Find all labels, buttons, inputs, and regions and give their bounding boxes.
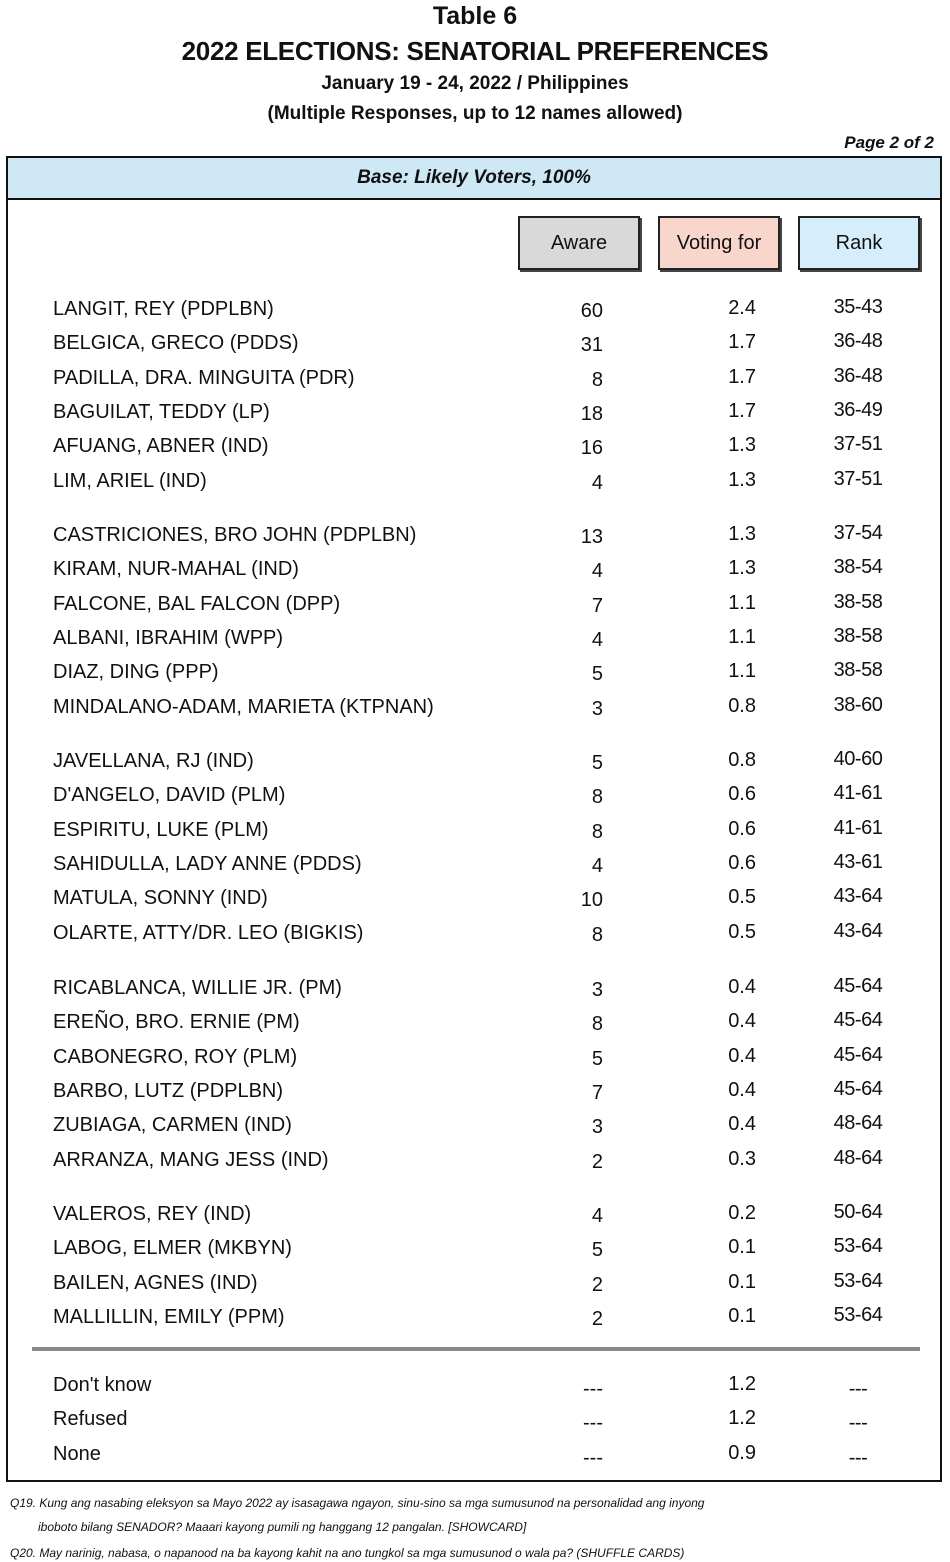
voting-value: 1.1 [728, 625, 756, 648]
aware-value: 5 [591, 663, 603, 686]
candidate-name: MINDALANO-ADAM, MARIETA (KTPNAN) [53, 695, 434, 718]
rank-value: 36-48 [833, 364, 883, 387]
aware-value: 16 [580, 437, 603, 460]
table-row [8, 294, 940, 328]
response-label: Refused [53, 1408, 128, 1431]
candidate-name: BAILEN, AGNES (IND) [53, 1271, 258, 1294]
table-row [8, 1404, 940, 1438]
candidate-name: BELGICA, GRECO (PDDS) [53, 332, 299, 355]
table-row [8, 623, 940, 657]
candidate-name: PADILLA, DRA. MINGUITA (PDR) [53, 366, 355, 389]
table-row [8, 1007, 940, 1041]
table-row [8, 918, 940, 952]
table-row [8, 1042, 940, 1076]
aware-value: 8 [591, 923, 603, 946]
column-header-rank: Rank [798, 216, 920, 270]
rank-value: 35-43 [833, 296, 883, 318]
voting-value: 1.2 [728, 1373, 756, 1395]
rank-value: 37-51 [833, 467, 883, 490]
rank-value: --- [848, 1412, 868, 1435]
candidate-name: BARBO, LUTZ (PDPLBN) [53, 1079, 284, 1102]
aware-value: 7 [591, 1081, 603, 1104]
table-row [8, 466, 940, 500]
voting-value: 2.4 [728, 297, 756, 319]
footnote-q19-line2: iboboto bilang SENADOR? Maaari kayong pumili ng hanggang 12 pangalan. [SHOWCARD] [38, 1520, 527, 1534]
table-row [8, 520, 940, 554]
table-row [8, 1268, 940, 1302]
voting-value: 0.2 [728, 1202, 756, 1224]
candidate-name: MALLILLIN, EMILY (PPM) [53, 1305, 285, 1328]
table-row [8, 328, 940, 362]
voting-value: 0.6 [728, 817, 756, 840]
aware-value: 13 [580, 526, 603, 548]
candidate-name: KIRAM, NUR-MAHAL (IND) [53, 558, 299, 581]
voting-value: 0.4 [728, 1044, 756, 1067]
table-row [8, 363, 940, 397]
column-header-aware: Aware [518, 216, 640, 270]
candidate-name: BAGUILAT, TEDDY (LP) [53, 400, 270, 423]
voting-value: 1.7 [728, 331, 756, 354]
voting-value: 0.4 [728, 1010, 756, 1033]
candidate-name: DIAZ, DING (PPP) [53, 661, 219, 684]
rank-value: 43-64 [833, 885, 883, 908]
voting-value: 1.1 [728, 660, 756, 683]
table-row [8, 746, 940, 780]
table-row [8, 780, 940, 814]
table-row [8, 1302, 940, 1336]
aware-value: 4 [591, 471, 603, 494]
rank-value: 38-58 [833, 659, 883, 682]
aware-value: 2 [591, 1150, 603, 1173]
response-label: Don't know [53, 1374, 152, 1396]
aware-value: 10 [580, 889, 603, 912]
aware-value: 5 [591, 752, 603, 774]
aware-value: 2 [591, 1273, 603, 1296]
table-row [8, 1145, 940, 1179]
aware-value: 8 [591, 820, 603, 843]
rank-value: 53-64 [833, 1269, 883, 1292]
rank-value: 48-64 [833, 1112, 883, 1135]
aware-value: 4 [591, 854, 603, 877]
aware-value: 5 [591, 1047, 603, 1070]
table-row [8, 883, 940, 917]
aware-value: 3 [591, 979, 603, 1001]
aware-value: --- [583, 1378, 603, 1400]
table-row [8, 1370, 940, 1404]
aware-value: 8 [591, 368, 603, 391]
voting-value: 1.2 [728, 1407, 756, 1430]
candidate-name: D'ANGELO, DAVID (PLM) [53, 784, 286, 807]
table-row [8, 589, 940, 623]
table-row [8, 815, 940, 849]
footnote-q20: Q20. May narinig, nabasa, o napanood na ba kayong kahit na ano tungkol sa mga sumusunod o wala pa? (SHUFFLE CARDS) [10, 1546, 685, 1560]
aware-value: 7 [591, 594, 603, 617]
aware-value: 18 [580, 402, 603, 425]
rank-value: 40-60 [833, 748, 883, 770]
table-row [8, 849, 940, 883]
voting-value: 0.9 [728, 1441, 756, 1464]
voting-value: 1.3 [728, 434, 756, 457]
voting-value: 1.3 [728, 523, 756, 545]
candidate-name: OLARTE, ATTY/DR. LEO (BIGKIS) [53, 921, 364, 944]
table-row [8, 431, 940, 465]
candidate-name: LIM, ARIEL (IND) [53, 469, 207, 492]
candidate-name: CABONEGRO, ROY (PLM) [53, 1045, 298, 1068]
voting-value: 0.8 [728, 694, 756, 717]
voting-value: 0.4 [728, 1078, 756, 1101]
table-row [8, 692, 940, 726]
voting-value: 0.5 [728, 920, 756, 943]
page-title: 2022 ELECTIONS: SENATORIAL PREFERENCES [181, 36, 769, 66]
candidate-name: LANGIT, REY (PDPLBN) [53, 298, 274, 320]
candidate-name: JAVELLANA, RJ (IND) [53, 750, 254, 772]
voting-value: 1.1 [728, 591, 756, 614]
candidate-name: ESPIRITU, LUKE (PLM) [53, 818, 269, 841]
candidate-name: CASTRICIONES, BRO JOHN (PDPLBN) [53, 524, 417, 546]
voting-value: 0.8 [728, 749, 756, 771]
column-header-voting: Voting for [658, 216, 780, 270]
candidate-name: EREÑO, BRO. ERNIE (PM) [53, 1011, 300, 1034]
table-row [8, 973, 940, 1007]
aware-value: 3 [591, 697, 603, 720]
voting-value: 1.3 [728, 557, 756, 580]
voting-value: 1.3 [728, 468, 756, 491]
rank-value: 45-64 [833, 1077, 883, 1100]
page-indicator: Page 2 of 2 [844, 133, 934, 152]
response-label: None [53, 1442, 101, 1465]
rank-value: 43-64 [833, 919, 883, 942]
table-label: Table 6 [432, 2, 518, 30]
voting-value: 0.4 [728, 976, 756, 998]
table-row [8, 397, 940, 431]
voting-value: 1.7 [728, 365, 756, 388]
rank-value: 38-60 [833, 693, 883, 716]
rank-value: --- [848, 1446, 868, 1469]
rank-value: 38-58 [833, 624, 883, 647]
rank-value: 45-64 [833, 1009, 883, 1032]
table-row [8, 554, 940, 588]
table-row [8, 657, 940, 691]
aware-value: 31 [580, 334, 603, 357]
candidate-name: AFUANG, ABNER (IND) [53, 435, 269, 458]
rank-value: 38-54 [833, 556, 883, 579]
voting-value: 0.1 [728, 1270, 756, 1293]
voting-value: 0.5 [728, 886, 756, 909]
candidate-name: SAHIDULLA, LADY ANNE (PDDS) [53, 852, 362, 875]
aware-value: 3 [591, 1116, 603, 1139]
section-divider [32, 1347, 920, 1351]
candidate-name: ALBANI, IBRAHIM (WPP) [53, 626, 284, 649]
aware-value: 4 [591, 628, 603, 651]
rank-value: 43-61 [833, 850, 883, 873]
rank-value: 48-64 [833, 1146, 883, 1169]
candidate-name: ZUBIAGA, CARMEN (IND) [53, 1114, 292, 1137]
voting-value: 0.6 [728, 783, 756, 806]
candidate-name: ARRANZA, MANG JESS (IND) [53, 1148, 329, 1171]
table-row [8, 1233, 940, 1267]
rank-value: 45-64 [833, 975, 883, 997]
voting-value: 1.7 [728, 399, 756, 422]
base-banner: Base: Likely Voters, 100% [8, 158, 940, 200]
rank-value: 41-61 [833, 782, 883, 805]
aware-value: 8 [591, 786, 603, 809]
candidate-name: MATULA, SONNY (IND) [53, 887, 268, 910]
rank-value: --- [848, 1378, 868, 1400]
table-row [8, 1199, 940, 1233]
table-row [8, 1110, 940, 1144]
aware-value: 8 [591, 1013, 603, 1036]
voting-value: 0.1 [728, 1304, 756, 1327]
candidate-name: FALCONE, BAL FALCON (DPP) [53, 592, 341, 615]
survey-dates: January 19 - 24, 2022 / Philippines [321, 73, 629, 94]
candidate-name: LABOG, ELMER (MKBYN) [53, 1237, 292, 1260]
results-table [6, 156, 942, 1482]
voting-value: 0.3 [728, 1147, 756, 1170]
voting-value: 0.1 [728, 1236, 756, 1259]
aware-value: --- [583, 1446, 603, 1469]
candidate-name: RICABLANCA, WILLIE JR. (PM) [53, 977, 342, 999]
footnote-q19-line1: Q19. Kung ang nasabing eleksyon sa Mayo 2022 ay isasagawa ngayon, sinu-sino sa mga sumusunod na personalidad ang inyong [10, 1496, 705, 1510]
rank-value: 50-64 [833, 1201, 883, 1223]
aware-value: 4 [591, 560, 603, 583]
aware-value: 4 [591, 1205, 603, 1227]
aware-value: 60 [580, 300, 603, 322]
candidate-name: VALEROS, REY (IND) [53, 1203, 252, 1225]
rank-value: 36-48 [833, 330, 883, 353]
aware-value: 2 [591, 1307, 603, 1330]
rank-value: 53-64 [833, 1303, 883, 1326]
aware-value: --- [583, 1412, 603, 1435]
rank-value: 45-64 [833, 1043, 883, 1066]
rank-value: 38-58 [833, 590, 883, 613]
table-row [8, 1076, 940, 1110]
responses-note: (Multiple Responses, up to 12 names allowed) [267, 103, 683, 124]
rank-value: 41-61 [833, 816, 883, 839]
rank-value: 36-49 [833, 398, 883, 421]
voting-value: 0.4 [728, 1113, 756, 1136]
rank-value: 37-51 [833, 433, 883, 456]
rank-value: 37-54 [833, 522, 883, 544]
table-row [8, 1439, 940, 1473]
rank-value: 53-64 [833, 1235, 883, 1258]
aware-value: 5 [591, 1239, 603, 1262]
voting-value: 0.6 [728, 851, 756, 874]
